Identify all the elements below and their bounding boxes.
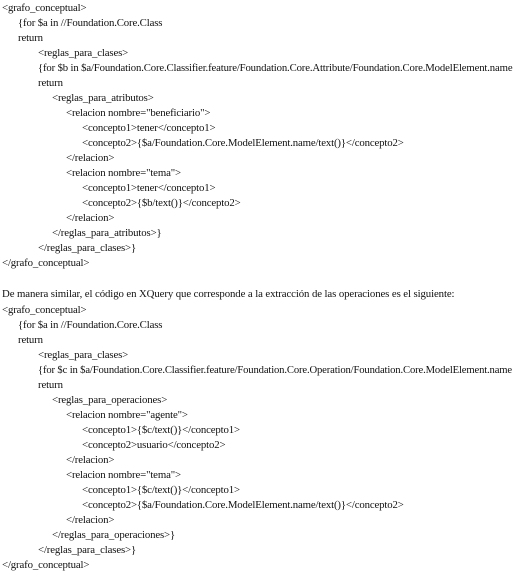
- code-line: <reglas_para_atributos>: [52, 92, 154, 104]
- code-line: <concepto2>usuario</concepto2>: [82, 439, 226, 451]
- code-line: <reglas_para_clases>: [38, 47, 129, 59]
- code-line: </relacion>: [66, 152, 115, 164]
- code-line: <relacion nombre="beneficiario">: [66, 107, 211, 119]
- code-line: </relacion>: [66, 514, 115, 526]
- code-line: {for $a in //Foundation.Core.Class: [18, 17, 163, 29]
- code-line: return: [18, 334, 43, 346]
- code-line: <relacion nombre="agente">: [66, 409, 188, 421]
- code-line: <concepto2>{$a/Foundation.Core.ModelElement.name/text()}</concepto2>: [82, 137, 404, 149]
- code-line: <concepto1>{$c/text()}</concepto1>: [82, 424, 240, 436]
- code-line: </relacion>: [66, 454, 115, 466]
- code-line: <grafo_conceptual>: [2, 2, 87, 14]
- code-line: <relacion nombre="tema">: [66, 167, 181, 179]
- code-line: <concepto1>tener</concepto1>: [82, 122, 216, 134]
- code-line: return: [18, 32, 43, 44]
- code-line: {for $a in //Foundation.Core.Class: [18, 319, 163, 331]
- code-line: {for $c in $a/Foundation.Core.Classifier.feature/Foundation.Core.Operation/Foundation.Core.ModelElement.name: [38, 364, 513, 376]
- code-line: return: [38, 379, 63, 391]
- code-line: <reglas_para_clases>: [38, 349, 129, 361]
- code-line: <concepto2>{$a/Foundation.Core.ModelElement.name/text()}</concepto2>: [82, 499, 404, 511]
- code-line: </reglas_para_atributos>}: [52, 227, 162, 239]
- code-line: </reglas_para_clases>}: [38, 544, 136, 556]
- code-line: <concepto2>{$b/text()}</concepto2>: [82, 197, 241, 209]
- code-line: </reglas_para_operaciones>}: [52, 529, 176, 541]
- code-line: <reglas_para_operaciones>: [52, 394, 168, 406]
- code-line: </relacion>: [66, 212, 115, 224]
- code-line: {for $b in $a/Foundation.Core.Classifier.feature/Foundation.Core.Attribute/Foundation.Core.ModelElement.name: [38, 62, 513, 74]
- body-paragraph: De manera similar, el código en XQuery que corresponde a la extracción de las operaciones es el siguiente:: [2, 288, 455, 300]
- code-line: <concepto1>tener</concepto1>: [82, 182, 216, 194]
- code-line: <concepto1>{$c/text()}</concepto1>: [82, 484, 240, 496]
- code-line: </reglas_para_clases>}: [38, 242, 136, 254]
- code-line: <relacion nombre="tema">: [66, 469, 181, 481]
- code-line: return: [38, 77, 63, 89]
- code-line: </grafo_conceptual>: [2, 257, 90, 269]
- code-line: <grafo_conceptual>: [2, 304, 87, 316]
- code-line: </grafo_conceptual>: [2, 559, 90, 571]
